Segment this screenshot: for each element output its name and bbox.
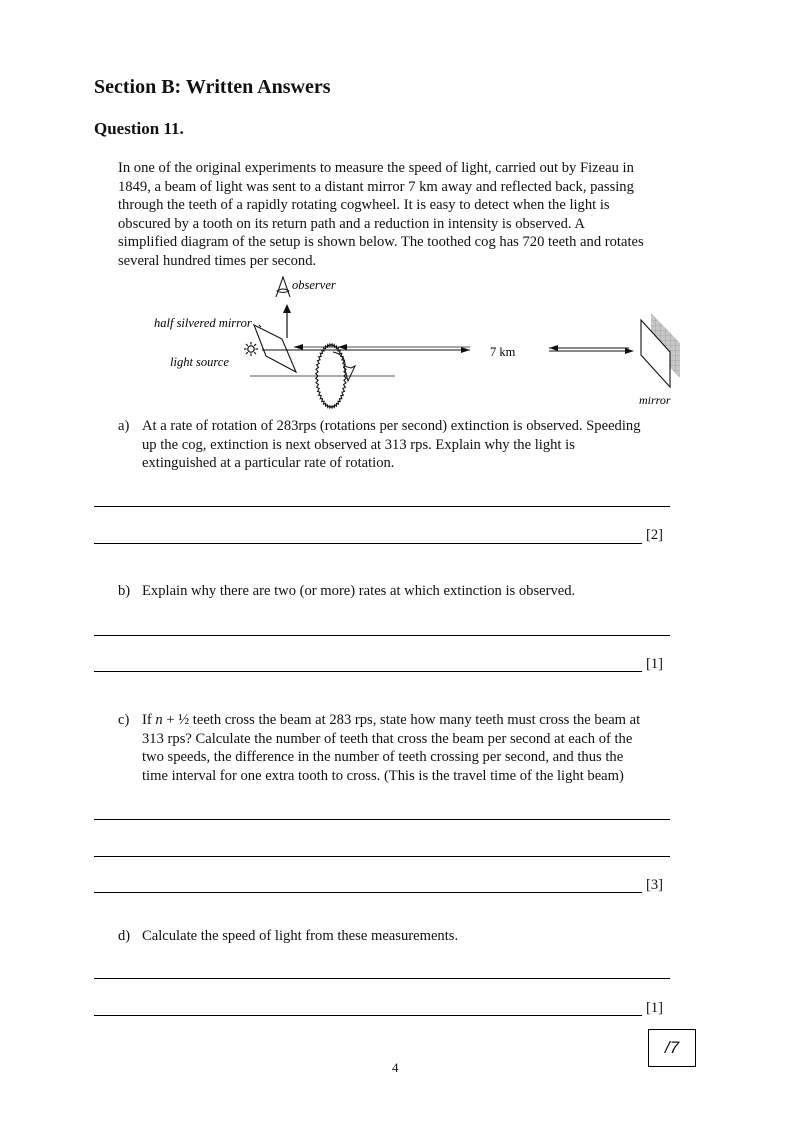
part-a-line: up the cog, extinction is next observed at 313 rps. Explain why the light is (142, 436, 575, 453)
section-title: Section B: Written Answers (94, 76, 331, 98)
observer-label: observer (292, 278, 336, 292)
part-c-line: 313 rps? Calculate the number of teeth that cross the beam per second at each of the (142, 730, 633, 747)
intro-line: In one of the original experiments to measure the speed of light, carried out by Fizeau in (118, 160, 634, 176)
fizeau-diagram (0, 0, 793, 420)
marks-c: [3] (646, 877, 664, 893)
marks-d: [1] (646, 1000, 664, 1016)
part-c-line (142, 711, 712, 730)
return-beam (294, 344, 470, 353)
question-title: Question 11. (94, 119, 184, 138)
mirror-label: mirror (639, 393, 671, 407)
part-label: b) (118, 583, 131, 599)
marks-b: [1] (646, 656, 664, 672)
part-d-line: Calculate the speed of light from these measurements. (142, 928, 459, 944)
light-source-label: light source (170, 355, 229, 369)
part-b-line: Explain why there are two (or more) rates at which extinction is observed. (142, 583, 576, 599)
eye-icon (276, 277, 290, 297)
arrow-to-observer (283, 304, 291, 338)
part-label: a) (118, 418, 130, 434)
half-silvered-mirror (254, 325, 296, 372)
answer-line[interactable] (94, 978, 670, 979)
answer-line[interactable] (94, 856, 670, 857)
answer-line[interactable] (94, 506, 670, 507)
text: + ½ teeth cross the beam at 283 rps, state how many teeth must cross the beam at (162, 712, 641, 728)
intro-line: through the teeth of a rapidly rotating cogwheel. It is easy to detect when the light is (118, 197, 610, 213)
intro-line: several hundred times per second. (118, 252, 317, 269)
part-a-line: extinguished at a particular rate of rotation. (142, 455, 395, 471)
beam-to-mirror (549, 345, 634, 354)
answer-line[interactable] (94, 1015, 642, 1016)
answer-line[interactable] (94, 543, 642, 544)
answer-line[interactable] (94, 819, 670, 820)
part-label: d) (118, 928, 131, 944)
answer-line[interactable] (94, 635, 670, 636)
half-silvered-mirror-label: half silvered mirror (154, 316, 252, 330)
distant-mirror (641, 313, 680, 387)
answer-line[interactable] (94, 892, 642, 893)
part-a-line: At a rate of rotation of 283rps (rotations per second) extinction is observed. Speeding (142, 418, 641, 434)
text: If (142, 712, 156, 728)
light-source-icon (244, 342, 258, 356)
total-marks-box: /7 (648, 1029, 696, 1067)
variable-n: n (155, 712, 163, 728)
part-c-line: time interval for one extra tooth to cross. (This is the travel time of the light beam) (142, 767, 624, 784)
distance-label: 7 km (490, 345, 516, 359)
marks-a: [2] (646, 527, 664, 543)
intro-line: obscured by a tooth on its return path and a reduction in intensity is observed. A (118, 215, 585, 232)
intro-line: simplified diagram of the setup is shown below. The toothed cog has 720 teeth and rotates (118, 234, 644, 250)
answer-line[interactable] (94, 671, 642, 672)
intro-line: 1849, a beam of light was sent to a distant mirror 7 km away and reflected back, passing (118, 178, 634, 195)
part-label: c) (118, 712, 130, 728)
part-c-line: two speeds, the difference in the number of teeth crossing per second, and thus the (142, 749, 624, 765)
page-number: 4 (392, 1060, 399, 1075)
